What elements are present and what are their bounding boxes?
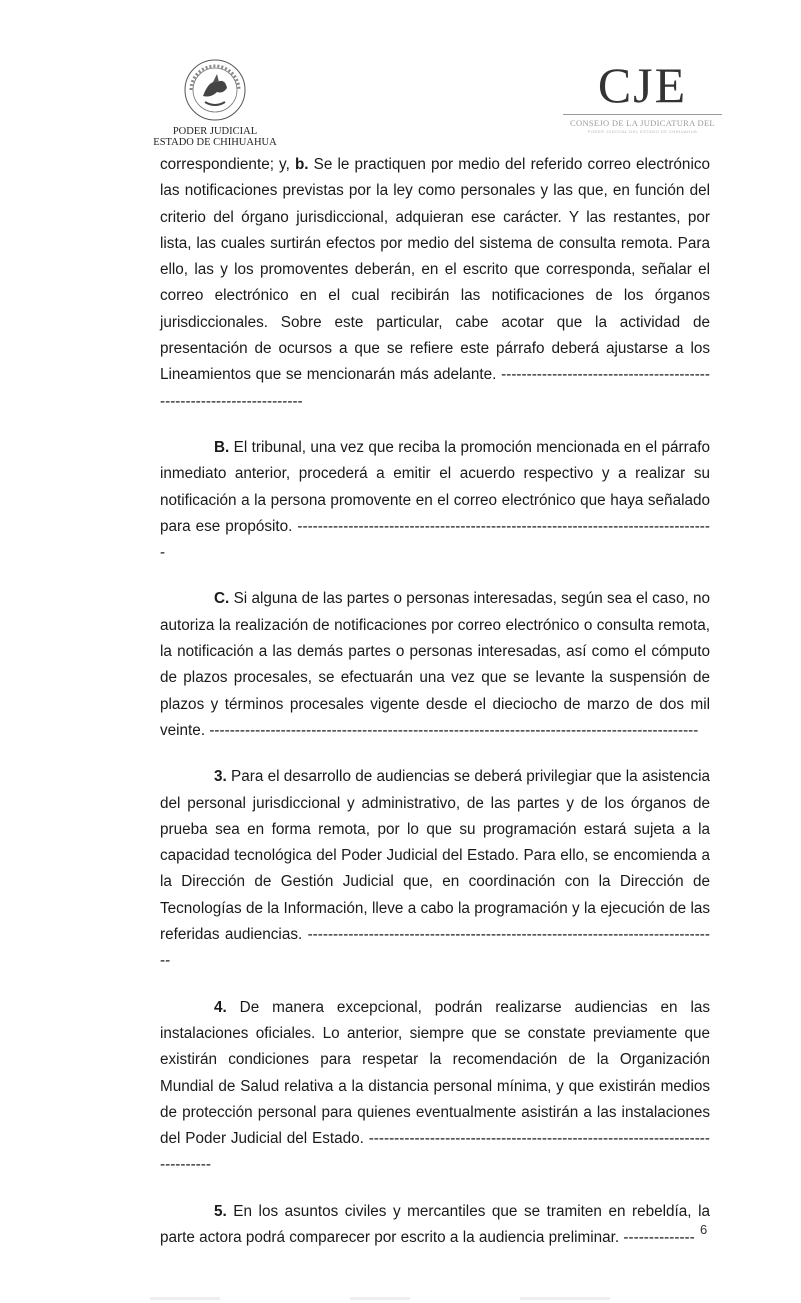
- paragraph-text: correspondiente; y,: [160, 156, 295, 173]
- cje-header: [555, 57, 730, 134]
- paragraph-lead: 5.: [214, 1202, 227, 1220]
- paragraph-text: Se le practiquen por medio del referido correo electrónico las notificaciones previstas por la ley como personales y las que, en función del criterio del órgano jurisdiccional, adquieran ese carácter. Y las restantes, por lista, las cuales surtirán efectos por medio del sistema de consulta remota. Para ello, las y los promoventes deberán, en el escrito que corresponda, señalar el correo electrónico en el cual recibirán las notificaciones de los órganos jurisdiccionales. Sobre este particular, cabe acotar que la actividad de presentación de ocursos a que se refiere este párrafo deberá ajustarse a los Lineamientos que se mencionarán más adelante.: [160, 156, 710, 384]
- paragraph-lead: b.: [294, 156, 309, 173]
- paragraph-c: [160, 586, 710, 744]
- dash-filler: ---------------------------------------------------------------------: [160, 366, 710, 410]
- scan-artifact: [520, 1297, 610, 1300]
- paragraph-lead: B.: [214, 438, 230, 456]
- paragraph-text: El tribunal, una vez que reciba la promoción mencionada en el párrafo inmediato anterior, procederá a emitir el acuerdo respectivo y a realizar su notificación a la persona promovente en el correo electrónico que haya señalado para ese propósito.: [160, 438, 710, 535]
- scan-artifact: [350, 1297, 410, 1300]
- cje-subtitle: CONSEJO DE LA JUDICATURA DEL: [570, 118, 715, 128]
- scan-artifact: [150, 1297, 220, 1300]
- paragraph-text: Si alguna de las partes o personas interesadas, según sea el caso, no autoriza la realización de notificaciones por correo electrónico o consulta remota, la notificación a las demás partes o personas interesadas, así como el cómputo de plazos procesales, se efectuarán una vez que se levante la suspensión de plazos y términos procesales vigente desde el dieciocho de marzo de dos mil veinte.: [160, 590, 710, 739]
- paragraph-text: De manera excepcional, podrán realizarse audiencias en las instalaciones oficiales. Lo anterior, siempre que se constate previamente que existirán condiciones para respetar la recomendación de la Organización Mundial de Salud relativa a la distancia personal mínima, y que existirán medios de protección personal para quienes eventualmente asistirán a las instalaciones del Poder Judicial del Estado.: [160, 998, 710, 1148]
- institution-state: ESTADO DE CHIHUAHUA: [153, 137, 277, 148]
- dash-filler: --------------: [623, 1228, 695, 1246]
- dash-filler: ----------------------------------------------------------------------------------: [160, 517, 710, 562]
- dash-filler: ------------------------------------------------------------------------------------------------: [209, 721, 699, 739]
- paragraph-4: [160, 995, 710, 1179]
- paragraph-lead: 3.: [214, 768, 227, 786]
- institution-name: PODER JUDICIAL: [172, 126, 258, 137]
- paragraph-text: Para el desarrollo de audiencias se deberá privilegiar que la asistencia del personal jurisdiccional y administrativo, de las partes y de los órganos de prueba sea en forma remota, por lo que su programación estará sujeta a la capacidad tecnológica del Poder Judicial del Estado. Para ello, se encomienda a la Dirección de Gestión Judicial que, en coordinación con la Dirección de Tecnologías de la Información, lleve a cabo la programación y la ejecución de las referidas audiencias.: [160, 768, 710, 944]
- paragraph-3: [160, 764, 710, 974]
- coat-of-arms-seal-icon: [183, 58, 247, 122]
- paragraph-lead: 4.: [214, 998, 227, 1016]
- paragraph-b: [160, 435, 710, 566]
- document-body: [160, 152, 710, 1271]
- cje-logo: CJE: [597, 57, 688, 113]
- paragraph-5: [160, 1199, 710, 1252]
- paragraph-lead: C.: [214, 590, 230, 608]
- header-institution: [150, 58, 280, 148]
- logo-divider: [563, 114, 722, 115]
- cje-subtitle-secondary: PODER JUDICIAL DEL ESTADO DE CHIHUAHUA: [587, 129, 698, 134]
- dash-filler: ---------------------------------------------------------------------------------: [160, 926, 710, 970]
- dash-filler: -----------------------------------------------------------------------------: [160, 1130, 710, 1174]
- page-number: 6: [700, 1222, 708, 1237]
- paragraph-continuation: [160, 152, 710, 415]
- paragraph-text: En los asuntos civiles y mercantiles que se tramiten en rebeldía, la parte actora podrá comparecer por escrito a la audiencia preliminar.: [160, 1202, 710, 1246]
